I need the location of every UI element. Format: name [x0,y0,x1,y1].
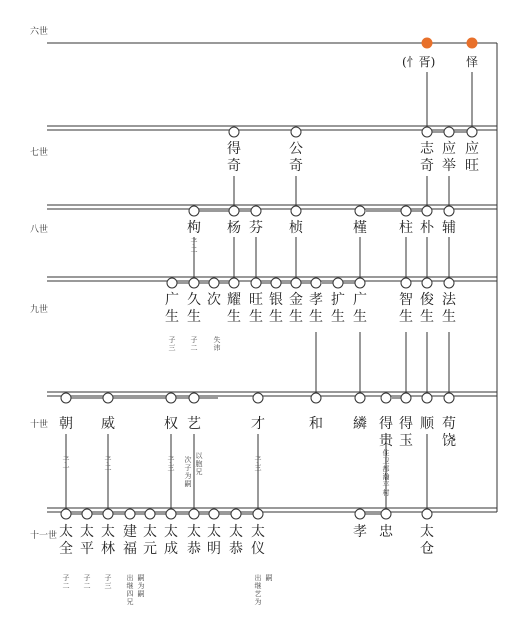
person-note: 嗣 [265,574,273,582]
person-node[interactable] [229,278,239,288]
person-node[interactable] [401,278,411,288]
person-name: 太成 [164,524,178,557]
person-name: 得玉 [399,416,413,449]
person-node[interactable] [251,206,261,216]
person-note: 子二 [62,574,70,590]
person-node[interactable] [333,278,343,288]
person-name: 太恭 [187,524,201,557]
person-node[interactable] [103,393,113,403]
person-note: 以胞兄 [195,452,203,476]
person-node[interactable] [166,509,176,519]
person-name: 应举 [442,141,456,174]
person-node[interactable] [401,393,411,403]
generation-8 [187,206,456,254]
person-name: 槿 [353,220,367,236]
person-name: 扩生 [331,292,345,325]
person-node[interactable] [422,206,432,216]
person-node[interactable] [189,206,199,216]
ancestor-node[interactable] [467,38,478,49]
person-name: 芬 [249,220,263,236]
person-node[interactable] [355,393,365,403]
person-name: 太明 [207,524,221,557]
person-name: 志奇 [420,141,434,174]
person-name: 太平 [80,524,94,557]
person-node[interactable] [271,278,281,288]
generation-labels [30,25,57,541]
person-node[interactable] [311,393,321,403]
person-name: 朝 [59,416,73,432]
person-name: 孝 [353,524,367,540]
person-node[interactable] [166,393,176,403]
person-node[interactable] [422,509,432,519]
person-name: 辅 [442,220,456,236]
person-note: 子三 [254,456,262,472]
person-note: 子二 [190,238,198,254]
person-node[interactable] [467,127,477,137]
generation-11 [59,509,434,606]
generation-bands [47,43,497,512]
person-name: 枸 [187,220,201,236]
person-name: 次 [207,292,221,308]
person-note: 子三 [168,336,176,352]
person-note: 子三 [167,456,175,472]
person-node[interactable] [355,206,365,216]
person-name: 杨 [227,220,241,236]
person-node[interactable] [209,509,219,519]
person-name: 太恭 [229,524,243,557]
person-node[interactable] [229,206,239,216]
person-note: 子二 [83,574,91,590]
gen-label-6: 六世 [30,27,49,37]
person-name: 耀生 [227,292,241,325]
person-node[interactable] [444,206,454,216]
person-node[interactable] [125,509,135,519]
generation-9 [165,278,457,352]
person-name: 公奇 [289,141,303,174]
person-note: 子一 [62,456,70,472]
person-name: 桢 [289,220,303,236]
person-note: 失讳 [213,336,221,352]
person-name: 应旺 [465,141,479,174]
ancestor-name: (忄胥) [402,55,436,69]
person-node[interactable] [291,278,301,288]
person-name: 孝生 [309,292,323,325]
person-name: 久生 [187,292,201,325]
person-name: 和 [309,416,323,432]
person-node[interactable] [444,393,454,403]
person-note: 出继艺为 [254,574,262,606]
person-name: 艺 [187,416,201,432]
person-node[interactable] [444,127,454,137]
person-name: 朴 [420,220,434,236]
person-name: 建福 [123,524,137,557]
person-name: 金生 [289,292,303,325]
person-name: 顺 [420,416,434,432]
person-name: 银生 [269,292,283,325]
gen-label-9: 九世 [30,305,49,315]
person-name: 广生 [353,292,367,325]
person-note: 住卫都瀚平村 [382,449,390,497]
person-note: 嗣为嗣 [137,574,145,598]
person-name: 权 [164,416,178,432]
person-note: 出继四兄 [126,574,134,606]
gen-label-8: 八世 [30,225,49,235]
person-node[interactable] [444,278,454,288]
person-node[interactable] [381,393,391,403]
person-node[interactable] [422,393,432,403]
person-name: 法生 [442,292,456,325]
person-node[interactable] [82,509,92,519]
person-node[interactable] [189,278,199,288]
person-node[interactable] [209,278,219,288]
person-node[interactable] [311,278,321,288]
person-note: 子二 [104,456,112,472]
person-node[interactable] [401,206,411,216]
person-node[interactable] [291,127,301,137]
people-nodes [59,127,479,606]
person-node[interactable] [381,509,391,519]
person-name: 威 [101,416,115,432]
person-name: 太仓 [420,524,434,557]
person-name: 智生 [399,292,413,325]
person-node[interactable] [61,509,71,519]
person-name: 太仪 [251,524,265,557]
person-name: 得贵 [379,416,393,449]
person-node[interactable] [103,509,113,519]
person-note: 次子为嗣 [184,456,192,488]
person-name: 太元 [143,524,157,557]
person-node[interactable] [422,278,432,288]
person-name: 柱 [399,220,413,236]
person-name: 旺生 [249,292,263,325]
gen-label-7: 七世 [30,148,49,158]
person-node[interactable] [251,278,261,288]
person-node[interactable] [61,393,71,403]
person-note: 子三 [104,574,112,590]
person-name: 得奇 [227,141,241,174]
person-name: 广生 [165,292,179,325]
person-node[interactable] [167,278,177,288]
person-node[interactable] [145,509,155,519]
person-node[interactable] [253,393,263,403]
generation-6 [402,38,478,70]
person-name: 才 [251,416,265,432]
person-node[interactable] [355,278,365,288]
ancestor-node[interactable] [422,38,433,49]
person-node[interactable] [291,206,301,216]
gen-label-10: 十世 [30,420,49,430]
person-name: 繗 [353,416,367,432]
person-node[interactable] [355,509,365,519]
person-node[interactable] [253,509,263,519]
person-name: 苟饶 [442,416,456,449]
person-node[interactable] [422,127,432,137]
person-name: 太全 [59,524,73,557]
generation-7 [227,127,479,174]
person-node[interactable] [231,509,241,519]
ancestor-name: 怿 [466,55,479,69]
person-node[interactable] [189,393,199,403]
person-name: 俊生 [420,292,434,325]
person-name: 忠 [379,524,393,540]
person-node[interactable] [229,127,239,137]
person-note: 子二 [190,336,198,352]
person-node[interactable] [189,509,199,519]
person-name: 太林 [101,524,115,557]
gen-label-11: 十一世 [30,531,58,541]
